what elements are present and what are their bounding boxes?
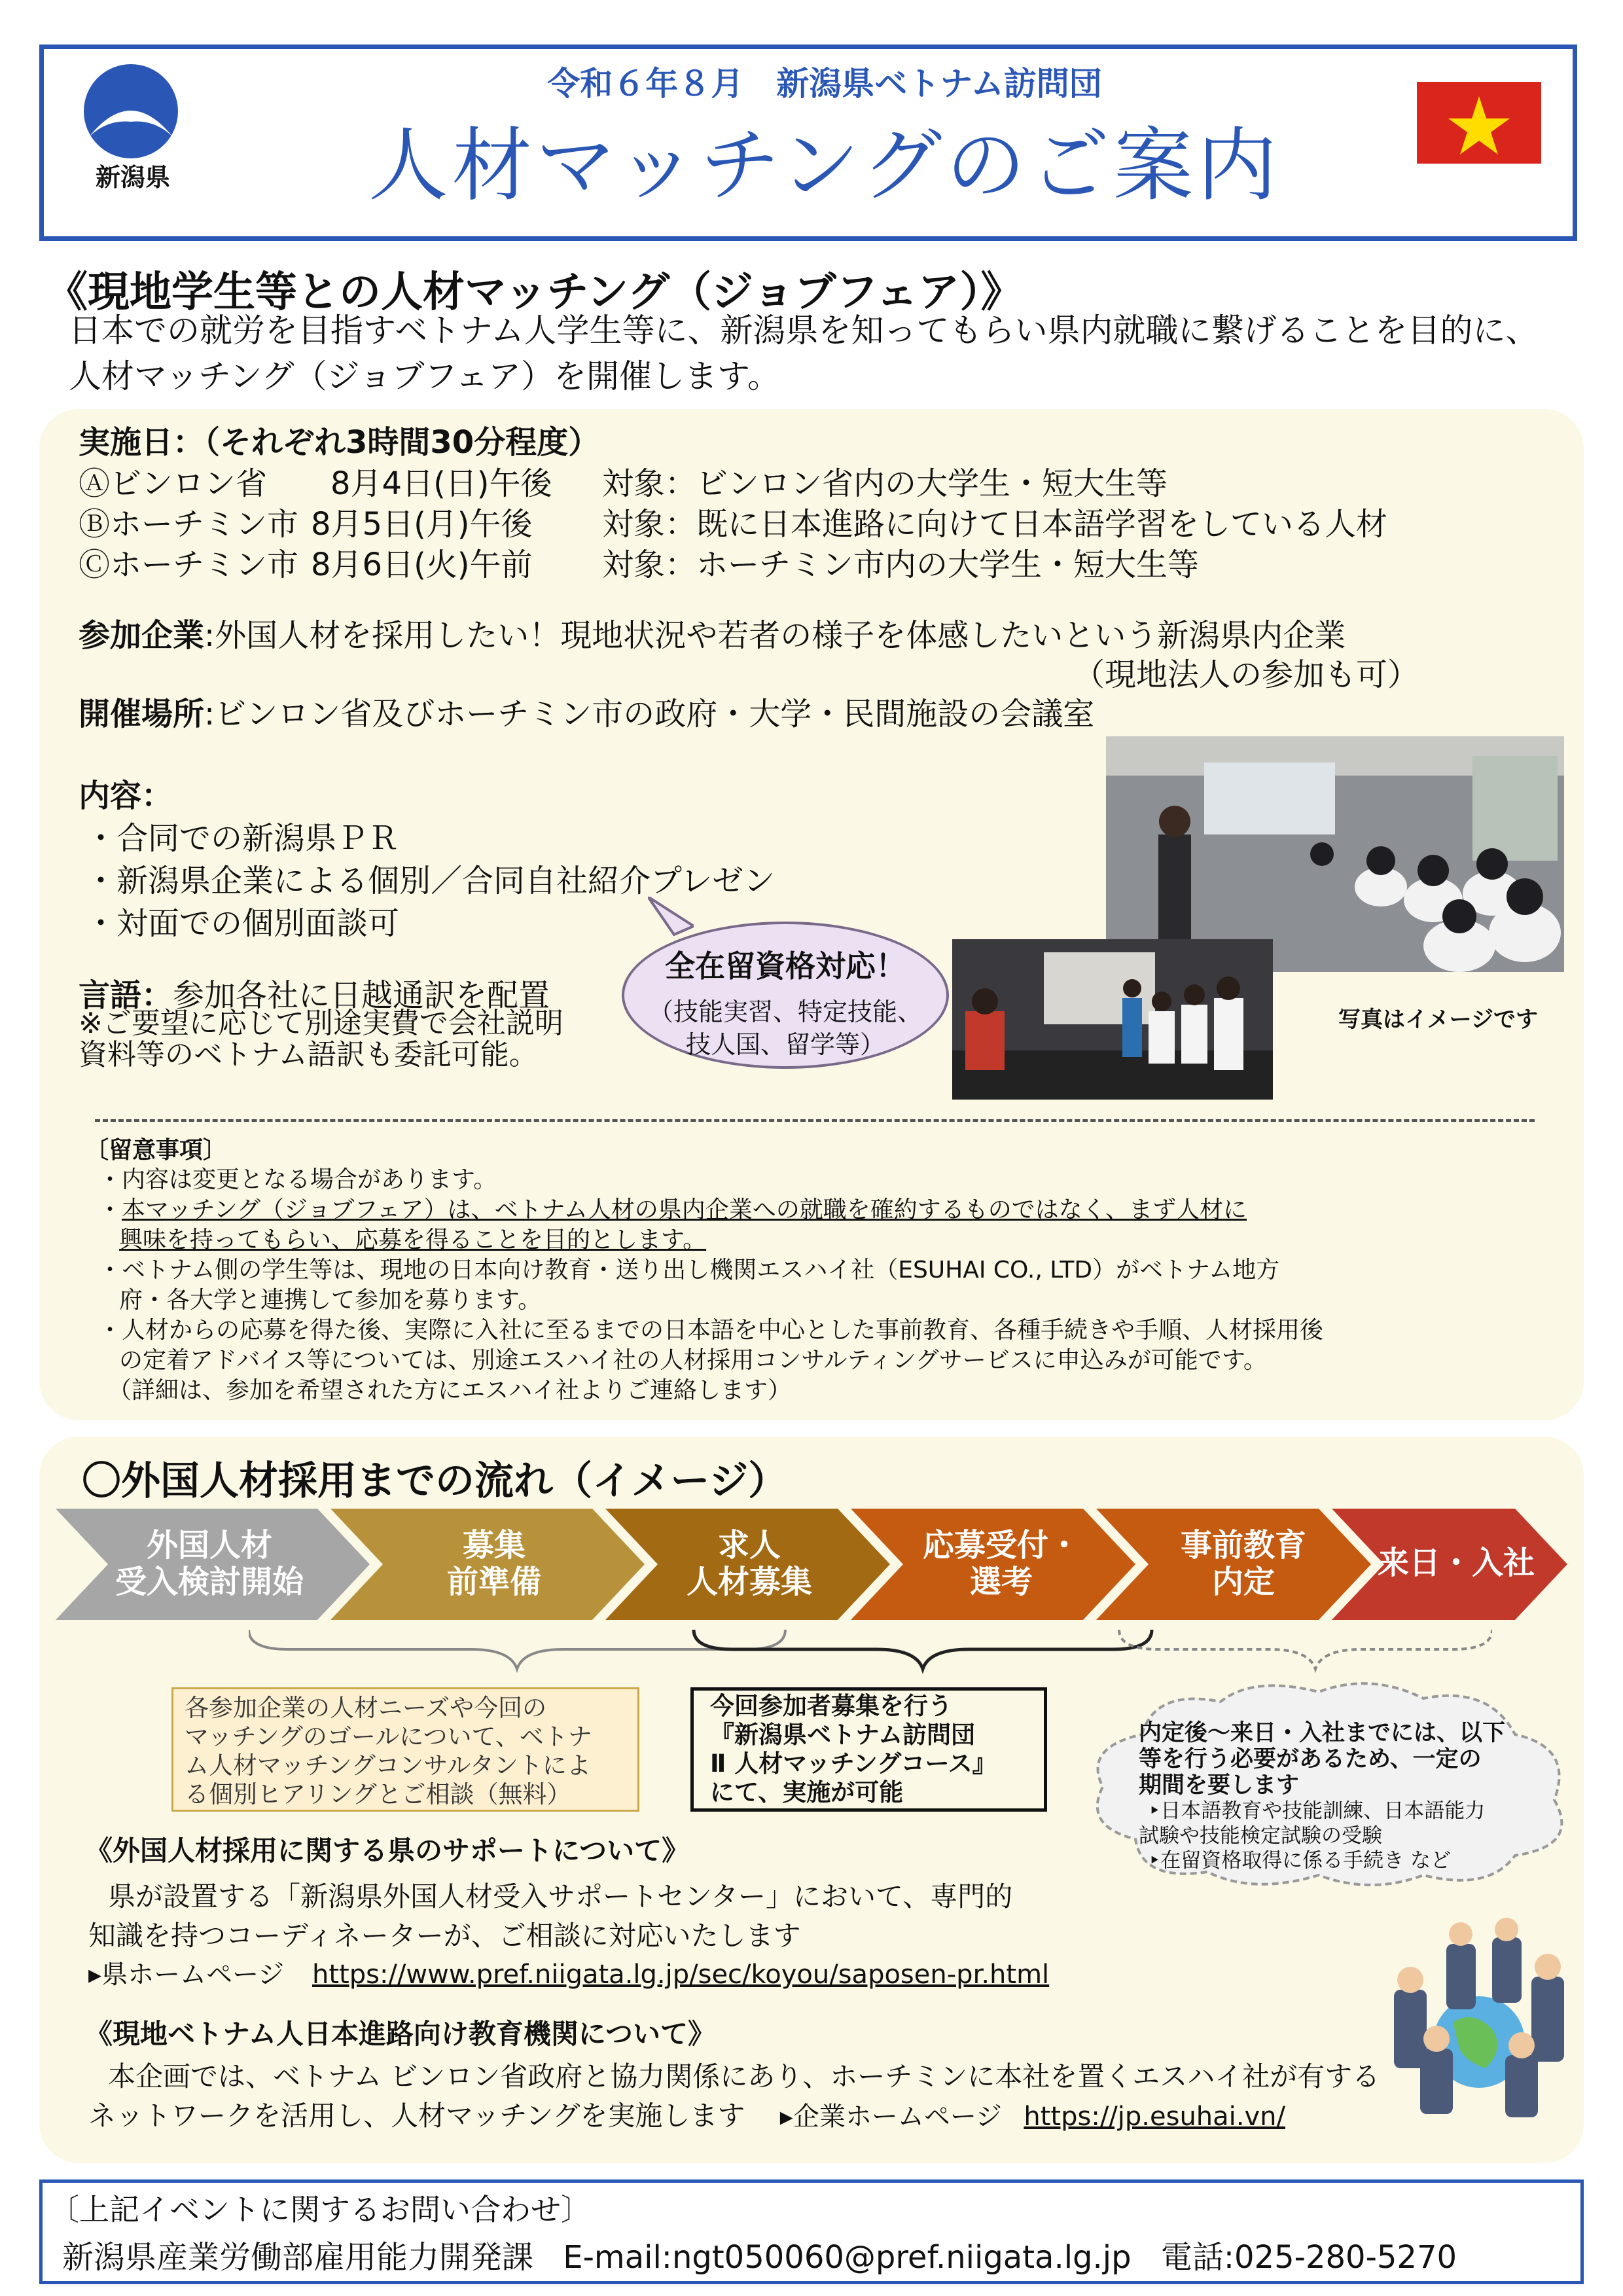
language-text: 参加各社に日越通訳を配置 xyxy=(173,977,550,1014)
date-target-b: 対象：既に日本進路に向けて日本語学習をしている人材 xyxy=(602,506,1388,543)
notes-divider xyxy=(95,1119,1535,1122)
notes-heading: 〔留意事項〕 xyxy=(85,1137,227,1164)
consult-text: 各参加企業の人材ニーズや今回の マッチングのゴールについて、ベトナ ム人材マッチングコンサルタントによ る個別ヒアリングとご相談（無料） xyxy=(185,1694,592,1808)
date-target-a: 対象：ビンロン省内の大学生・短大生等 xyxy=(602,465,1168,502)
logo-text: 新潟県 xyxy=(95,163,170,192)
note-line: の定着アドバイス等については、別途エスハイ社の人材採用コンサルティングサービスに申込みが可能です。 xyxy=(119,1347,1267,1374)
contact-row xyxy=(62,2232,1457,2277)
section1-heading: 《現地学生等との人材マッチング（ジョブフェア）》 xyxy=(46,268,1023,317)
page-title: 人材マッチングのご案内 xyxy=(368,119,1281,212)
venue-label: 開催場所 xyxy=(79,696,205,732)
language-note2: 資料等のベトナム語訳も委託可能。 xyxy=(79,1038,538,1071)
language-note1: ※ご要望に応じて別途実費で会社説明 xyxy=(79,1007,563,1040)
meeting-photo xyxy=(952,939,1273,1100)
contact-heading: 〔上記イベントに関するお問い合わせ〕 xyxy=(49,2192,591,2227)
flow-step-6: 来日・入社 xyxy=(1377,1545,1535,1581)
contact-email[interactable]: E-mail:ngt050060@pref.niigata.lg.jp xyxy=(563,2239,1132,2276)
content-item: ・合同での新潟県ＰＲ xyxy=(85,820,400,857)
content-label: 内容： xyxy=(79,778,173,814)
date-place-b: Ⓑホーチミン市 xyxy=(79,506,299,543)
support-link[interactable]: https://www.pref.niigata.lg.jp/sec/koyou/saposen-pr.html xyxy=(312,1960,1050,1990)
flow-step-4: 応募受付・ 選考 xyxy=(922,1527,1080,1600)
date-date-c: 8月6日(火)午前 xyxy=(311,547,533,583)
flow-step-3: 求人 人材募集 xyxy=(686,1527,812,1600)
bubble-tail-icon xyxy=(648,897,694,936)
bubble-line2: 技人国、留学等） xyxy=(685,1030,885,1059)
support-line2: 知識を持つコーディネーターが、ご相談に対応いたします xyxy=(88,1920,801,1952)
bubble-line1: （技能実習、特定技能、 xyxy=(648,997,922,1026)
edu-link[interactable]: https://jp.esuhai.vn/ xyxy=(1024,2102,1285,2132)
edu-heading: 《現地ベトナム人日本進路向け教育機関について》 xyxy=(85,2018,716,2050)
companies-text: :外国人材を採用したい！現地状況や若者の様子を体感したいという新潟県内企業 xyxy=(204,617,1346,654)
language-label: 言語： xyxy=(79,977,173,1014)
edu-line1: 本企画では、ベトナム ビンロン省政府と協力関係にあり、ホーチミンに本社を置くエスハイ社が有する xyxy=(108,2060,1380,2092)
support-line1: 県が設置する「新潟県外国人材受入サポートセンター」において、専門的 xyxy=(108,1880,1013,1912)
note-line: 府・各大学と連携して参加を募ります。 xyxy=(119,1287,542,1314)
flow-step-5: 事前教育 内定 xyxy=(1180,1527,1306,1600)
venue-text: :ビンロン省及びホーチミン市の政府・大学・民間施設の会議室 xyxy=(204,696,1095,732)
flow-step-1: 外国人材 受入検討開始 xyxy=(115,1527,304,1600)
date-target-c: 対象：ホーチミン市内の大学生・短大生等 xyxy=(602,547,1200,583)
note-line: ・内容は変更となる場合があります。 xyxy=(98,1166,497,1193)
content-item: ・対面での個別面談可 xyxy=(85,905,400,942)
support-heading: 《外国人材採用に関する県のサポートについて》 xyxy=(85,1835,690,1867)
header-subtitle: 令和６年８月 新潟県ベトナム訪問団 xyxy=(547,65,1102,103)
vietnam-flag-icon xyxy=(1417,82,1541,164)
companies-note: （現地法人の参加も可） xyxy=(1073,656,1419,693)
flow-heading: 〇外国人材採用までの流れ（イメージ） xyxy=(82,1458,788,1504)
intro-line1: 日本での就労を目指すベトナム人学生等に、新潟県を知ってもらい県内就職に繋げることを目的に、 xyxy=(69,312,1539,350)
intro-line2: 人材マッチング（ジョブフェア）を開催します。 xyxy=(69,357,780,395)
venue-row xyxy=(79,694,1094,734)
note-line: ・ベトナム側の学生等は、現地の日本向け教育・送り出し機関エスハイ社（ESUHAI CO., LTD）がベトナム地方 xyxy=(98,1257,1280,1283)
note-line: （詳細は、参加を希望された方にエスハイ社よりご連絡します） xyxy=(108,1377,792,1404)
flow-chevrons xyxy=(56,1509,1567,1620)
note-underlined: 本マッチング（ジョブフェア）は、ベトナム人材の県内企業への就職を確約するものではなく、まず人材に xyxy=(122,1196,1247,1223)
cloud-text: 内定後～来日・入社までには、以下 等を行う必要があるため、一定の 期間を要します ‣日本語教育や技能訓練、日本語能力 試験や技能検定試験の受験 ‣在留資格取得に係る手続き など xyxy=(1139,1720,1506,1873)
date-date-a: 8月4日(日)午後 xyxy=(330,465,552,502)
contact-phone: 電話:025-280-5270 xyxy=(1160,2239,1457,2276)
note-line: ・本マッチング（ジョブフェア）は、ベトナム人材の県内企業への就職を確約するものではなく、まず人材に xyxy=(98,1196,1247,1223)
support-link-label: ▸県ホームページ xyxy=(88,1960,285,1990)
companies-row xyxy=(79,615,1346,656)
note-line: 興味を持ってもらい、応募を得ることを目的とします。 xyxy=(119,1227,707,1253)
contact-dept: 新潟県産業労働部雇用能力開発課 xyxy=(62,2239,534,2276)
seminar-photo xyxy=(1106,736,1564,972)
support-link-row xyxy=(88,1954,1049,1991)
edu-line2-row xyxy=(88,2094,1285,2134)
date-place-a: Ⓐビンロン省 xyxy=(79,465,268,502)
bubble-title: 全在留資格対応！ xyxy=(665,948,906,984)
note-line: ・人材からの応募を得た後、実際に入社に至るまでの日本語を中心とした事前教育、各種手続きや手順、人材採用後 xyxy=(98,1317,1324,1344)
photo-caption: 写真はイメージです xyxy=(1338,1007,1538,1033)
date-place-c: Ⓒホーチミン市 xyxy=(79,547,299,583)
course-text: 今回参加者募集を行う 『新潟県ベトナム訪問団 Ⅱ 人材マッチングコース』 にて、実施が可能 xyxy=(710,1692,997,1806)
companies-label: 参加企業 xyxy=(79,617,205,654)
flow-braces-icon xyxy=(249,1626,1492,1679)
date-date-b: 8月5日(月)午後 xyxy=(311,506,533,543)
edu-line2: ネットワークを活用し、人材マッチングを実施します xyxy=(88,2100,745,2132)
edu-link-label: ▸企業ホームページ xyxy=(779,2102,1003,2132)
content-item: ・新潟県企業による個別／合同自社紹介プレゼン xyxy=(85,863,776,899)
date-label: 実施日：（それぞれ3時間30分程度） xyxy=(79,424,600,461)
business-people-icon xyxy=(1381,1918,1577,2121)
flow-step-2: 募集 前準備 xyxy=(446,1527,541,1600)
